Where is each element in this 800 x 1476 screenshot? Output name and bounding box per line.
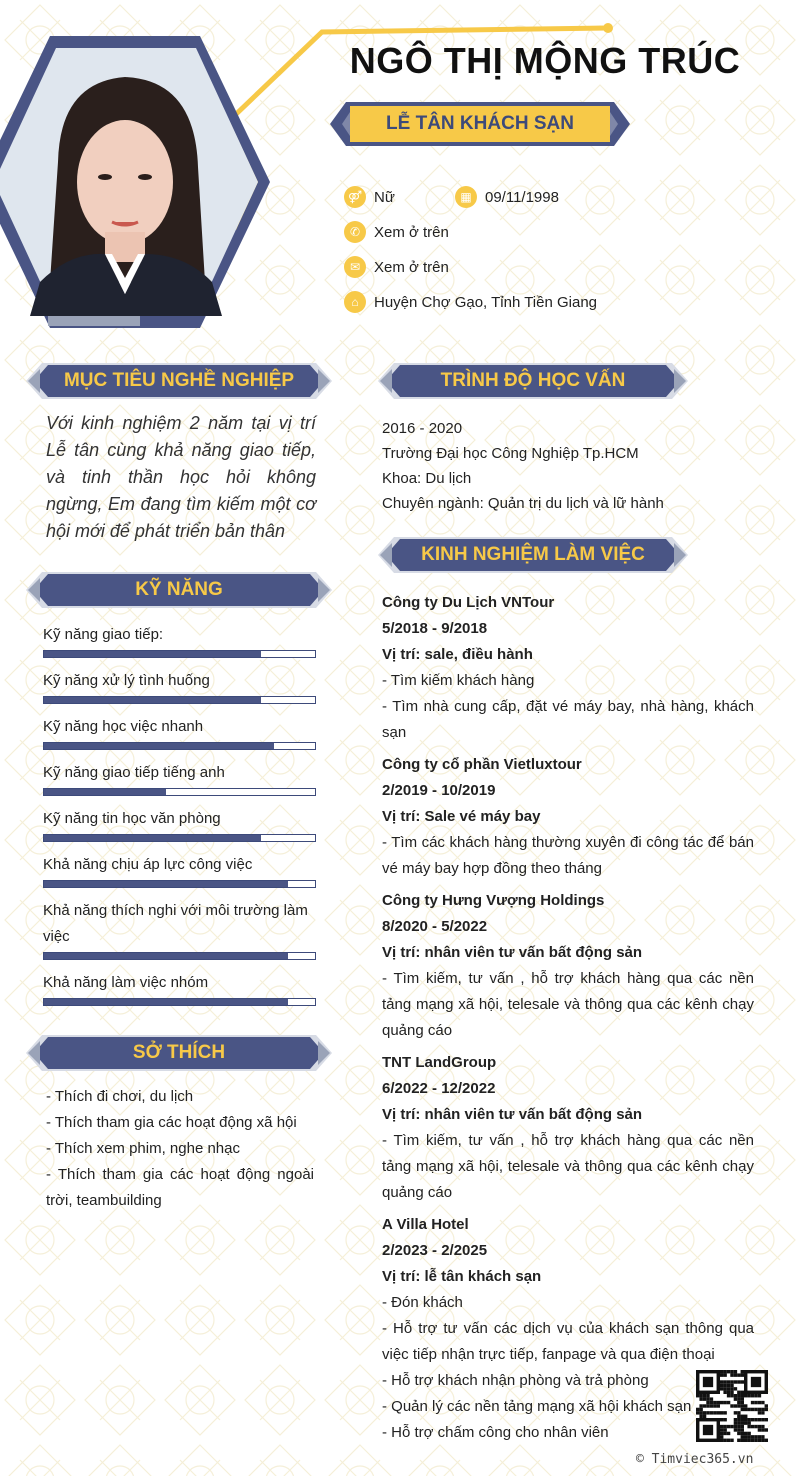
experience-item xyxy=(382,752,754,882)
skill-label: Khả năng làm việc nhóm xyxy=(43,974,209,991)
experience-position: Vị trí: nhân viên tư vấn bất động sản xyxy=(382,944,643,961)
skill-item xyxy=(43,622,316,658)
skill-item xyxy=(43,898,316,960)
experience-position: Vị trí: Sale vé máy bay xyxy=(382,808,541,825)
email-icon: ✉ xyxy=(344,256,366,278)
experience-period: 8/2020 - 5/2022 xyxy=(382,918,488,935)
skill-bar xyxy=(43,650,316,658)
skill-bar-fill xyxy=(44,999,288,1005)
experience-period: 2/2023 - 2/2025 xyxy=(382,1242,488,1259)
experience-period: 5/2018 - 9/2018 xyxy=(382,620,488,637)
experience-company: A Villa Hotel xyxy=(382,1216,469,1233)
job-title-ribbon xyxy=(330,98,630,150)
experience-period: 2/2019 - 10/2019 xyxy=(382,782,496,799)
education-faculty: Khoa: Du lịch xyxy=(382,470,472,487)
experience-task: - Quản lý các nền tảng mạng xã hội khách sạn xyxy=(382,1398,692,1415)
skill-bar xyxy=(43,880,316,888)
objective-text: Với kinh nghiệm 2 năm tại vị trí Lễ tân cùng khả năng giao tiếp, và tinh thần học hỏi không ngừng, Em đang tìm kiếm một cơ hội mới để phát triển bản thân xyxy=(46,413,316,541)
skill-bar xyxy=(43,834,316,842)
job-title: LỄ TÂN KHÁCH SẠN xyxy=(386,113,574,134)
education-major: Chuyên ngành: Quản trị du lịch và lữ hành xyxy=(382,495,664,512)
experience-task: - Tìm các khách hàng thường xuyên đi công tác để bán vé máy bay hợp đồng theo tháng xyxy=(382,834,754,877)
skill-bar xyxy=(43,696,316,704)
skill-bar-fill xyxy=(44,743,274,749)
experience-task: - Hỗ trợ chấm công cho nhân viên xyxy=(382,1424,609,1441)
skill-item xyxy=(43,760,316,796)
skill-label: Khả năng chịu áp lực công việc xyxy=(43,856,253,873)
skill-label: Khả năng thích nghi với môi trường làm việc xyxy=(43,902,308,945)
experience-company: Công ty Du Lịch VNTour xyxy=(382,594,555,611)
hobby-item: - Thích tham gia các hoạt động xã hội xyxy=(46,1114,297,1131)
skill-item xyxy=(43,970,316,1006)
experience-position: Vị trí: lễ tân khách sạn xyxy=(382,1268,542,1285)
skill-bar xyxy=(43,998,316,1006)
experience-list xyxy=(382,590,754,1452)
home-icon: ⌂ xyxy=(344,291,366,313)
skill-label: Kỹ năng học việc nhanh xyxy=(43,718,204,735)
experience-position: Vị trí: sale, điều hành xyxy=(382,646,533,663)
skill-label: Kỹ năng giao tiếp: xyxy=(43,626,164,643)
experience-company: Công ty cổ phần Vietluxtour xyxy=(382,756,582,773)
hobby-item: - Thích tham gia các hoạt động ngoài trời, teambuilding xyxy=(46,1166,314,1209)
info-address: ⌂ Huyện Chợ Gạo, Tỉnh Tiền Giang xyxy=(344,291,664,315)
experience-company: TNT LandGroup xyxy=(382,1054,497,1071)
experience-task: - Tìm kiếm khách hàng xyxy=(382,672,535,689)
education-years: 2016 - 2020 xyxy=(382,420,463,437)
experience-task: - Tìm kiếm, tư vấn , hỗ trợ khách hàng qua các nền tảng mạng xã hội, telesale và thông qua các kênh chạy quảng cáo xyxy=(382,970,754,1039)
experience-item xyxy=(382,590,754,746)
skill-label: Kỹ năng giao tiếp tiếng anh xyxy=(43,764,225,781)
info-gender: ⚤ Nữ xyxy=(344,186,464,210)
experience-task: - Hỗ trợ khách nhận phòng và trả phòng xyxy=(382,1372,649,1389)
gender-icon: ⚤ xyxy=(344,186,366,208)
hobby-item: - Thích đi chơi, du lịch xyxy=(46,1088,194,1105)
footer-credit: © Timviec365.vn xyxy=(636,1452,754,1467)
experience-task: - Đón khách xyxy=(382,1294,463,1311)
skill-item xyxy=(43,714,316,750)
experience-task: - Hỗ trợ tư vấn các dịch vụ của khách sạn thông qua việc tiếp nhận trực tiếp, fanpage và qua điện thoại xyxy=(382,1320,754,1363)
skill-bar xyxy=(43,788,316,796)
skill-item xyxy=(43,668,316,704)
skill-item xyxy=(43,852,316,888)
section-skills-banner: KỸ NĂNG xyxy=(26,570,332,614)
skill-bar xyxy=(43,742,316,750)
section-experience-banner: KINH NGHIỆM LÀM VIỆC xyxy=(378,535,688,579)
skill-bar-fill xyxy=(44,789,166,795)
skill-bar-fill xyxy=(44,697,261,703)
phone-icon: ✆ xyxy=(344,221,366,243)
experience-task: - Tìm kiếm, tư vấn , hỗ trợ khách hàng qua các nền tảng mạng xã hội, telesale và thông qua các kênh chạy quảng cáo xyxy=(382,1132,754,1201)
skill-bar-fill xyxy=(44,835,261,841)
experience-task: - Tìm nhà cung cấp, đặt vé máy bay, nhà hàng, khách sạn xyxy=(382,698,754,741)
skill-bar-fill xyxy=(44,881,288,887)
experience-item xyxy=(382,888,754,1044)
candidate-name: NGÔ THỊ MỘNG TRÚC xyxy=(349,40,741,81)
experience-position: Vị trí: nhân viên tư vấn bất động sản xyxy=(382,1106,643,1123)
section-education-banner: TRÌNH ĐỘ HỌC VẤN xyxy=(378,361,688,405)
info-email: ✉ Xem ở trên xyxy=(344,256,544,280)
hobbies-list xyxy=(46,1084,314,1214)
skill-label: Kỹ năng tin học văn phòng xyxy=(43,810,221,827)
education-block xyxy=(382,416,762,516)
qr-code-icon xyxy=(696,1370,768,1442)
info-birthday: ▦ 09/11/1998 xyxy=(455,186,605,210)
section-objective-banner: MỤC TIÊU NGHỀ NGHIỆP xyxy=(26,361,332,405)
skill-bar-fill xyxy=(44,651,261,657)
info-phone: ✆ Xem ở trên xyxy=(344,221,544,245)
calendar-icon: ▦ xyxy=(455,186,477,208)
avatar xyxy=(0,32,280,332)
experience-period: 6/2022 - 12/2022 xyxy=(382,1080,496,1097)
section-hobbies-banner: SỞ THÍCH xyxy=(26,1033,332,1077)
experience-item xyxy=(382,1050,754,1206)
skill-item xyxy=(43,806,316,842)
skill-bar-fill xyxy=(44,953,288,959)
hobby-item: - Thích xem phim, nghe nhạc xyxy=(46,1140,240,1157)
skill-label: Kỹ năng xử lý tình huống xyxy=(43,672,210,689)
experience-company: Công ty Hưng Vượng Holdings xyxy=(382,892,605,909)
education-school: Trường Đại học Công Nghiệp Tp.HCM xyxy=(382,445,639,462)
skill-bar xyxy=(43,952,316,960)
